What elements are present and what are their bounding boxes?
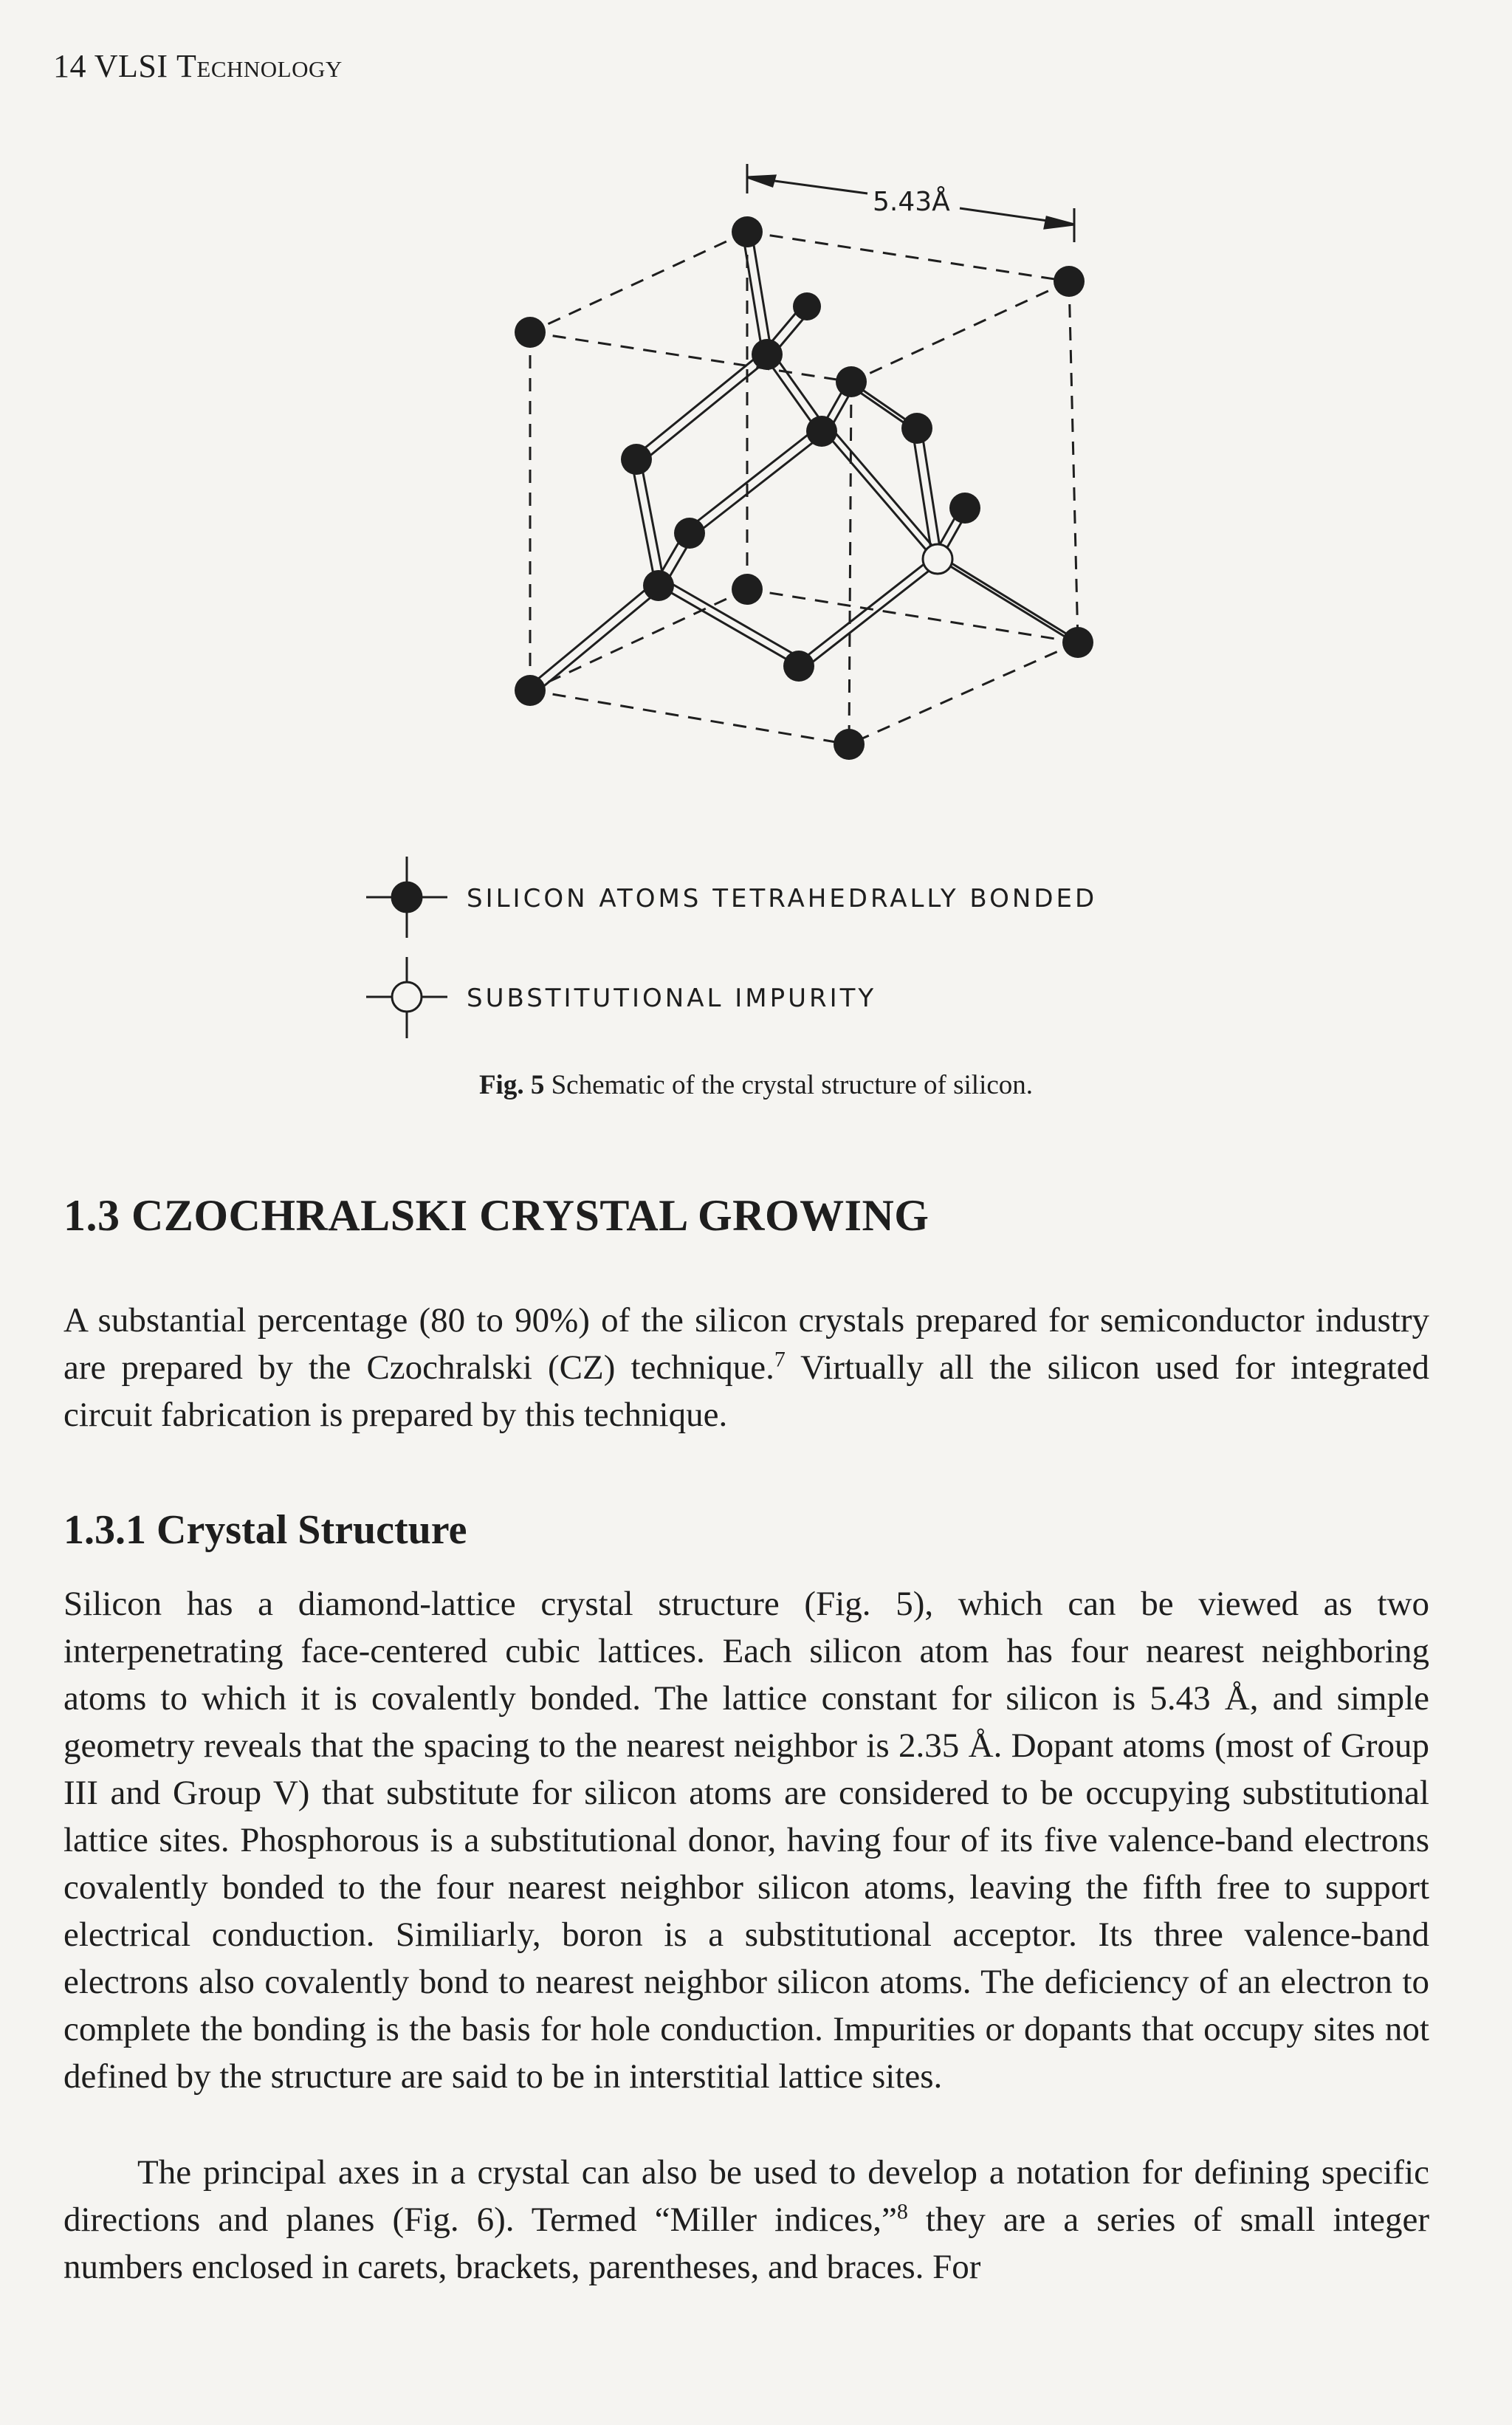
intro-text-part1: A substantial percentage (80 to 90%) of the silicon crystals prepared for semiconductor industry are prepared by the Czochralski (CZ) technique. <box>63 1301 1429 1387</box>
silicon-atom <box>674 518 705 549</box>
silicon-atom <box>901 413 932 444</box>
running-title-first: VLSI <box>94 48 168 84</box>
silicon-atom <box>515 317 546 348</box>
figure-caption-label: Fig. 5 <box>478 1070 545 1100</box>
running-title-second: Technology <box>176 48 343 84</box>
silicon-atom <box>643 570 674 601</box>
miller-indices-paragraph <box>63 2149 1429 2291</box>
silicon-atom <box>836 366 867 397</box>
silicon-atom <box>621 444 652 475</box>
axes-text-part1: The principal axes in a crystal can also be used to develop a notation for defining specific directions and planes (Fig. 6). Termed “Miller indices,” <box>63 2153 1429 2239</box>
silicon-atom <box>732 574 763 605</box>
silicon-atom <box>732 216 763 247</box>
reference-superscript: 8 <box>896 2199 908 2224</box>
legend-impurity-label: SUBSTITUTIONAL IMPURITY <box>467 984 877 1013</box>
section-heading: 1.3 CZOCHRALSKI CRYSTAL GROWING <box>63 1191 929 1240</box>
figure-caption-text: Schematic of the crystal structure of silicon. <box>551 1070 1034 1100</box>
silicon-atom <box>783 651 814 682</box>
silicon-atom <box>949 493 980 524</box>
impurity-legend-symbol <box>366 957 447 1038</box>
running-head <box>53 47 343 85</box>
substitutional-impurity-atom <box>923 544 952 574</box>
silicon-atom <box>1054 266 1085 297</box>
silicon-atom <box>793 292 821 320</box>
silicon-atom <box>806 416 837 447</box>
crystal-structure-paragraph: Silicon has a diamond-lattice crystal structure (Fig. 5), which can be viewed as two interpenetrating face-centered cubic lattices. Each silicon atom has four nearest neighboring atoms to which it is covalently bonded. The lattice constant for silicon is 5.43 Å, and simple geometry reveals that the spacing to the nearest neighbor is 2.35 Å. Dopant atoms (most of Group III and Group V) that substitute for silicon atoms are considered to be occupying substitutional lattice sites. Phosphorous is a substitutional donor, having four of its five valence-band electrons covalently bonded to the four nearest neighbor silicon atoms, leaving the fifth free to support electrical conduction. Similiarly, boron is a substitutional acceptor. Its three valence-band electrons also covalently bond to nearest neighbor silicon atoms. The deficiency of an electron to complete the bonding is the basis for hole conduction. Impurities or dopants that occupy sites not defined by the structure are said to be in interstitial lattice sites. <box>63 1585 1429 2096</box>
reference-superscript: 7 <box>774 1347 786 1372</box>
figure-caption <box>0 1069 1512 1101</box>
bonded-atom-legend-symbol <box>366 857 447 938</box>
intro-text-part2: Virtually all the silicon used for integrated circuit fabrication is prepared by this technique. <box>63 1348 1429 1434</box>
section-intro-paragraph <box>63 1297 1429 1438</box>
crystal-structure-figure <box>0 148 1512 1056</box>
page-number: 14 <box>53 48 86 84</box>
lattice-constant-label: 5.43Å <box>873 187 950 217</box>
silicon-atom <box>752 339 783 370</box>
silicon-atom <box>834 729 865 760</box>
subsection-heading: 1.3.1 Crystal Structure <box>63 1507 467 1553</box>
silicon-atom <box>515 675 546 706</box>
silicon-atoms <box>515 216 1093 760</box>
legend-bonded-label: SILICON ATOMS TETRAHEDRALLY BONDED <box>467 884 1098 913</box>
silicon-atom <box>1062 627 1093 658</box>
axes-text-part2: they are a series of small integer numbers enclosed in carets, brackets, parentheses, and braces. For <box>63 2201 1429 2286</box>
legend <box>366 857 1097 1038</box>
